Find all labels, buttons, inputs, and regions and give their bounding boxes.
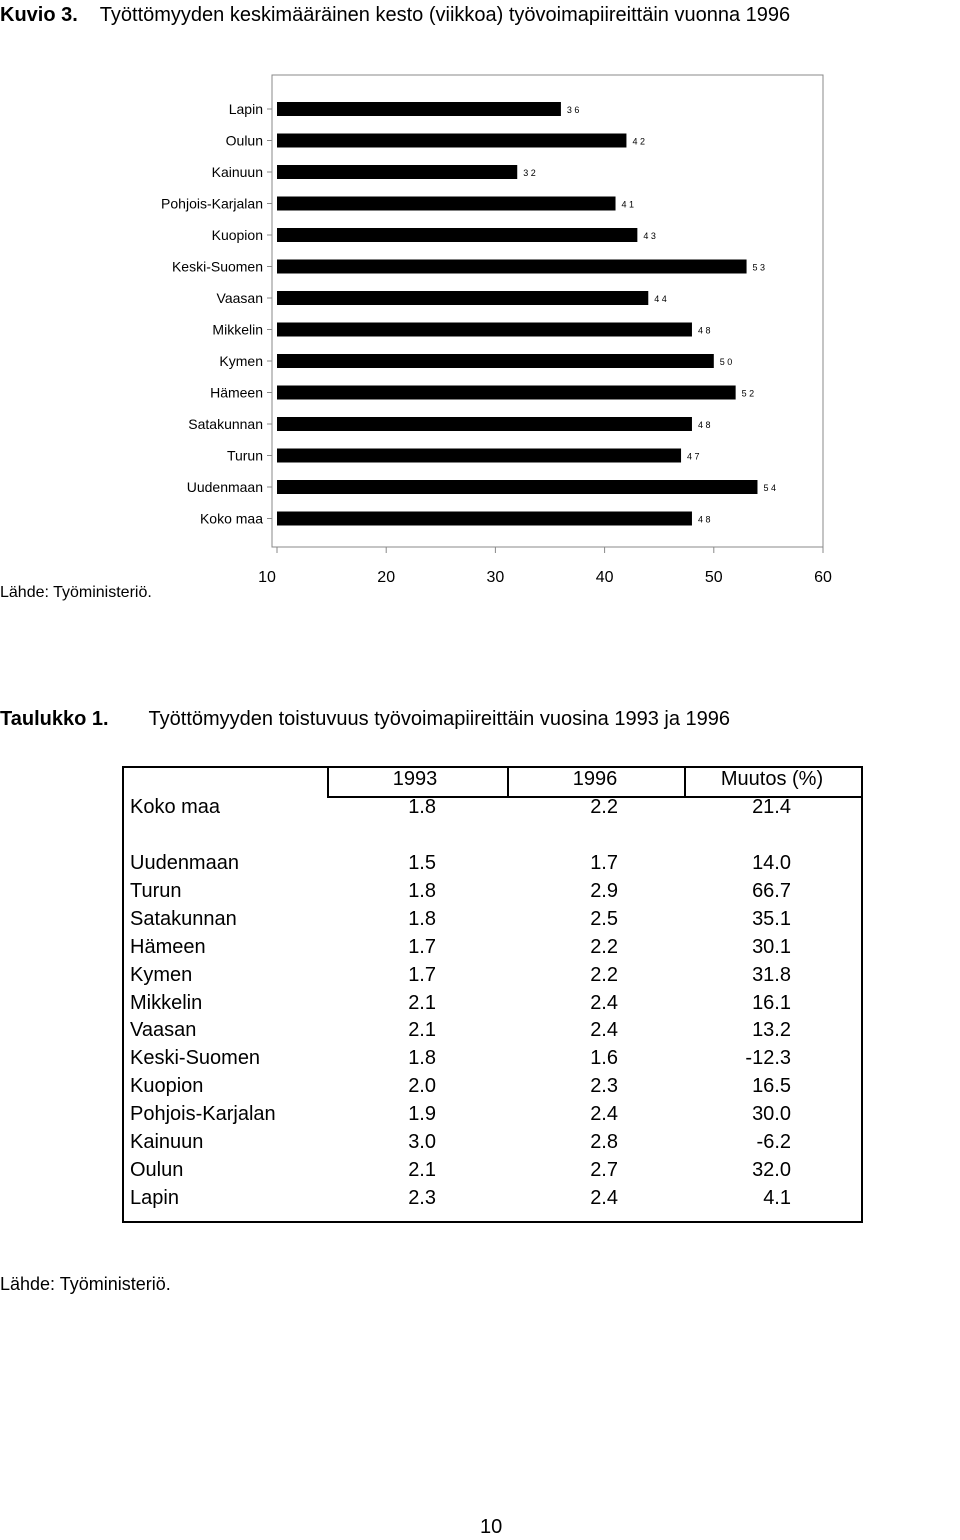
bar <box>277 417 692 431</box>
x-tick-label: 10 <box>258 569 276 586</box>
bar-value-label: 4 8 <box>697 514 711 525</box>
bar <box>277 354 714 368</box>
total-row-value: 1.8 <box>408 796 436 818</box>
table-row-value: 2.8 <box>590 1131 618 1153</box>
total-row-value: 2.2 <box>590 796 618 818</box>
bar <box>277 260 747 274</box>
table-row-value: 2.1 <box>408 1019 436 1042</box>
figure-title-text: Työttömyyden keskimääräinen kesto (viikkoa) työvoimapiireittäin vuonna 1996 <box>99 4 791 26</box>
table-row-value: 1.8 <box>408 879 436 902</box>
table-row-value: 2.1 <box>408 1158 436 1181</box>
category-label: Pohjois-Karjalan <box>161 195 263 212</box>
table-row-value: 2.3 <box>590 1075 618 1098</box>
table-label: Taulukko 1. <box>0 708 109 730</box>
bar <box>277 228 637 242</box>
table-row-value: 30.0 <box>752 1103 791 1126</box>
table-row-label: Turun <box>130 879 182 902</box>
total-row-value: 21.4 <box>752 796 791 818</box>
table-row-value: 2.0 <box>408 1075 436 1098</box>
bar <box>277 197 616 211</box>
bar <box>277 102 561 116</box>
table-row-value: 2.2 <box>590 935 618 958</box>
table-row-value: 2.5 <box>590 907 618 930</box>
page-number: 10 <box>480 1516 503 1538</box>
table-row-value: 1.7 <box>590 852 618 874</box>
table-row-value: 2.3 <box>408 1186 436 1209</box>
bar-value-label: 5 0 <box>719 357 733 367</box>
bar-value-label: 4 4 <box>654 294 667 304</box>
figure-title <box>0 4 790 27</box>
table-title-text: Työttömyyden toistuvuus työvoimapiireittäin vuosina 1993 ja 1996 <box>148 708 730 730</box>
table-row-label: Mikkelin <box>130 991 203 1014</box>
x-tick-label: 50 <box>704 569 723 586</box>
table-row-value: 2.4 <box>590 1103 618 1126</box>
table-row-value: 31.8 <box>752 963 791 986</box>
bar-value-label: 4 2 <box>632 136 645 147</box>
x-tick-label: 40 <box>595 569 614 586</box>
table-row-value: 35.1 <box>752 907 791 930</box>
table-row-label: Oulun <box>130 1158 184 1181</box>
category-label: Turun <box>226 447 263 464</box>
table-row-label: Kymen <box>130 963 193 986</box>
category-label: Vaasan <box>216 290 263 306</box>
table-row-label: Kainuun <box>130 1131 204 1153</box>
column-header: Muutos (%) <box>720 768 824 790</box>
table-row-label: Satakunnan <box>130 907 237 930</box>
category-label: Koko maa <box>199 510 263 527</box>
header-divider <box>507 768 509 796</box>
category-label: Mikkelin <box>212 321 263 338</box>
table-row-value: 1.7 <box>408 963 436 986</box>
category-label: Satakunnan <box>188 416 263 432</box>
table-row-value: 1.7 <box>408 935 436 958</box>
category-label: Kuopion <box>211 227 263 243</box>
bar-value-label: 3 6 <box>566 105 580 115</box>
table-row-value: 4.1 <box>763 1186 791 1209</box>
bar <box>277 480 757 494</box>
bar-value-label: 4 1 <box>621 199 635 210</box>
data-table <box>122 766 863 1223</box>
table-row-value: 66.7 <box>752 879 791 902</box>
category-label: Oulun <box>225 132 263 149</box>
table-row-value: 1.5 <box>408 852 436 874</box>
x-tick-label: 30 <box>486 569 505 586</box>
bar <box>277 512 692 526</box>
category-label: Uudenmaan <box>186 479 263 495</box>
bar <box>277 449 681 463</box>
table-title <box>0 708 730 731</box>
table-row-value: 1.6 <box>590 1047 618 1070</box>
bar-value-label: 4 3 <box>643 231 656 241</box>
bar <box>277 134 626 148</box>
bar <box>277 291 648 305</box>
bar-value-label: 3 2 <box>523 168 536 178</box>
table-source: Lähde: Työministeriö. <box>0 1274 171 1294</box>
table-row-value: 30.1 <box>752 935 791 958</box>
bar-value-label: 4 8 <box>697 325 711 336</box>
header-divider <box>327 768 329 796</box>
table-row-value: 2.7 <box>590 1158 618 1181</box>
bar-chart <box>0 60 960 590</box>
chart-source: Lähde: Työministeriö. <box>0 584 152 601</box>
table-row-label: Uudenmaan <box>130 852 239 874</box>
bar <box>277 386 736 400</box>
table-row-value: 16.5 <box>752 1075 791 1098</box>
column-header: 1996 <box>572 768 618 790</box>
bar-value-label: 5 3 <box>752 262 766 273</box>
category-label: Keski-Suomen <box>171 258 263 275</box>
table-row-value: 2.4 <box>590 1186 618 1209</box>
category-label: Kymen <box>219 353 263 369</box>
table-row-value: 2.2 <box>590 963 618 986</box>
column-header: 1993 <box>392 768 438 790</box>
table-row-value: 14.0 <box>752 852 791 874</box>
table-row-value: 3.0 <box>408 1131 436 1153</box>
table-row-value: 2.4 <box>590 1019 618 1042</box>
table-row-value: 2.9 <box>590 879 618 902</box>
table-row-label: Kuopion <box>130 1075 204 1098</box>
bar-value-label: 5 4 <box>763 483 776 493</box>
table-row-value: 1.8 <box>408 907 436 930</box>
table-row-label: Hämeen <box>130 935 206 958</box>
header-divider <box>684 768 686 796</box>
bar <box>277 165 517 179</box>
table-row-label: Vaasan <box>130 1019 197 1042</box>
table-row-value: 2.1 <box>408 991 436 1014</box>
bar <box>277 323 692 337</box>
table-row-label: Pohjois-Karjalan <box>130 1103 276 1126</box>
table-row-value: -6.2 <box>756 1131 791 1153</box>
category-label: Kainuun <box>211 164 263 180</box>
table-row-value: 1.9 <box>408 1103 436 1126</box>
category-label: Lapin <box>228 101 263 117</box>
table-row-value: 32.0 <box>752 1158 791 1181</box>
bar-value-label: 4 7 <box>687 451 700 462</box>
bar-value-label: 4 8 <box>697 420 711 430</box>
figure-label: Kuvio 3. <box>0 4 78 26</box>
bar-value-label: 5 2 <box>741 388 755 399</box>
x-tick-label: 60 <box>814 569 832 586</box>
table-row-label: Lapin <box>130 1186 179 1209</box>
table-row-value: 1.8 <box>408 1047 436 1070</box>
table-row-label: Keski-Suomen <box>130 1047 261 1070</box>
category-label: Hämeen <box>210 384 263 401</box>
table-row-value: 16.1 <box>752 991 791 1014</box>
total-row-label: Koko maa <box>130 796 221 818</box>
table-row-value: 13.2 <box>752 1019 791 1042</box>
x-tick-label: 20 <box>377 569 396 586</box>
table-row-value: 2.4 <box>590 991 618 1014</box>
table-row-value: -12.3 <box>745 1047 791 1070</box>
